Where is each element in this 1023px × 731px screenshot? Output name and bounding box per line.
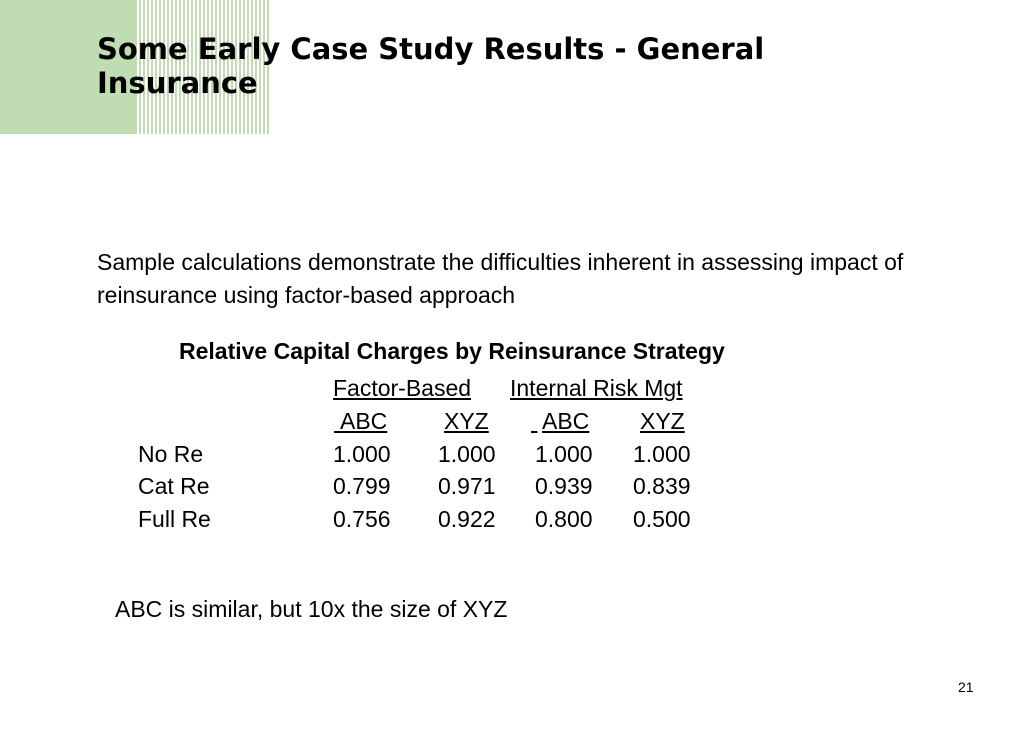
column-header-xyz: XYZ bbox=[640, 408, 685, 434]
group-header-factor-based: Factor-Based bbox=[333, 375, 472, 401]
table-cell: 0.971 bbox=[438, 473, 496, 499]
intro-text: Sample calculations demonstrate the difficulties inherent in assessing impact of reinsurance using factor-based approach bbox=[97, 249, 904, 308]
column-header-xyz: XYZ bbox=[444, 408, 489, 434]
table-cell: 0.922 bbox=[438, 506, 496, 532]
table-cell: 0.800 bbox=[535, 506, 593, 532]
table-title: Relative Capital Charges by Reinsurance Strategy bbox=[179, 338, 725, 364]
table-cell: 0.839 bbox=[633, 473, 691, 499]
row-label: Full Re bbox=[138, 506, 211, 532]
row-label: No Re bbox=[138, 441, 204, 467]
group-header-internal-risk-mgt: Internal Risk Mgt bbox=[510, 375, 683, 401]
table-cell: 1.000 bbox=[333, 441, 391, 467]
column-header-abc: ABC bbox=[542, 408, 590, 434]
table-cell: 1.000 bbox=[633, 441, 691, 467]
page-number: 21 bbox=[958, 679, 974, 695]
slide-title: Some Early Case Study Results - General Insurance bbox=[97, 32, 765, 100]
column-header-abc: ABC bbox=[340, 408, 388, 434]
row-label: Cat Re bbox=[138, 473, 210, 499]
table-cell: 0.939 bbox=[535, 473, 593, 499]
table-cell: 0.500 bbox=[633, 506, 691, 532]
table-cell: 1.000 bbox=[438, 441, 496, 467]
table-cell: 0.756 bbox=[333, 506, 391, 532]
table-cell: 1.000 bbox=[535, 441, 593, 467]
table-cell: 0.799 bbox=[333, 473, 391, 499]
footnote-text: ABC is similar, but 10x the size of XYZ bbox=[115, 596, 508, 622]
